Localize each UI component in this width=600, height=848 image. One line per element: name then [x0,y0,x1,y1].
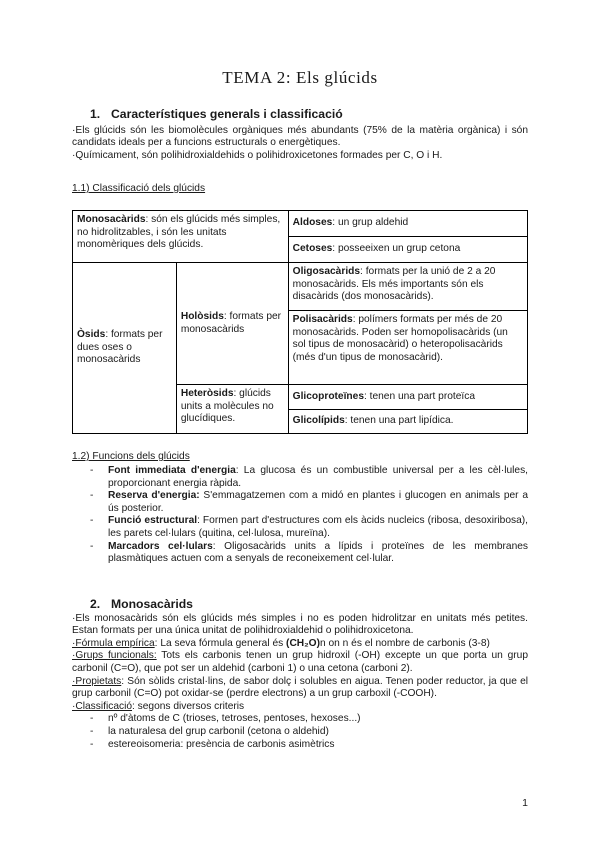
subsection-1-1-heading: 1.1) Classificació dels glúcids [72,183,206,194]
list-item: - la naturalesa del grup carbonil (cetona o aldehid) [90,725,329,737]
section-2 [72,598,528,751]
subsection-1-2-heading: 1.2) Funcions dels glúcids [72,451,190,462]
section-2-heading: 2. Monosacàrids [90,597,193,611]
section-1-heading: 1. Característiques generals i classificació [90,107,343,121]
section-1-paragraph-1: ·Els glúcids són les biomolècules orgàniques més abundants (75% de la matèria orgànica) i són candidats ideals per a funcions estructurals o energètiques. [72,124,528,149]
table-cell-oligosacarids: Oligosacàrids: formats per la unió de 2 a 20 monosacàrids. Els més importants són els disacàrids (dos monosacàrids). [288,263,527,311]
table-cell-cetoses: Cetoses: posseeixen un grup cetona [288,237,527,263]
functional-groups-paragraph: ·Grups funcionals: Tots els carbonis tenen un grup hidroxil (-OH) excepte un que porta un grup carbonil (C=O), que pot ser un aldehid (carboni 1) o una cetona (carboni 2). [72,650,528,674]
list-item: - estereoisomeria: presència de carbonis asimètrics [90,738,335,750]
table-cell-glicoproteines: Glicoproteïnes: tenen una part proteïca [288,385,527,410]
table-cell-aldoses: Aldoses: un grup aldehid [288,211,527,237]
section-2-paragraph-1: ·Els monosacàrids són els glúcids més simples i no es poden hidrolitzar en unitats més petites. Estan formats per una única unitat de polihidroxialdehid o polihidroxicetona. [72,612,528,637]
table-row [73,211,528,237]
table-cell-heterosids: Heteròsids: glúcids units a molècules no glucídiques. [176,385,288,434]
list-item: - Funció estructural: Formen part d'estructures com els àcids nucleics (ribosa, desoxiribosa), les parets cel·lulars (quitina, cel·lulosa, mureïna). [90,515,528,539]
functions-list [72,465,528,566]
criteria-list [72,713,528,751]
formula-line: ·Fórmula empírica: La seva fórmula general és (CH₂O)n on n és el nombre de carbonis (3-8) [72,637,490,649]
table-cell-osids: Òsids: formats per dues oses o monosacàrids [73,263,177,434]
table-cell-holosids: Holòsids: formats per monosacàrids [176,263,288,385]
classification-line: ·Classificació: segons diversos criteris [72,700,245,712]
list-item: - nº d'àtoms de C (trioses, tetroses, pentoses, hexoses...) [90,713,361,725]
section-1-paragraph-2: ·Químicament, són polihidroxialdehids o polihidroxicetones formades per C, O i H. [72,149,443,161]
table-cell-monosacarids: Monosacàrids: són els glúcids més simples, no hidrolitzables, i són les unitats monomèriques dels glúcids. [73,211,289,263]
classification-table [72,210,528,434]
table-row [73,263,528,311]
list-item: - Reserva d'energia: S'emmagatzemen com a midó en plantes i glucogen en animals per a ús posterior. [90,490,528,514]
properties-paragraph: ·Propietats: Són sòlids cristal·lins, de sabor dolç i solubles en aigua. Tenen poder reductor, ja que el grup carbonil (C=O) pot oxidar-se (perdre electrons) a un grup carboxil (-COOH). [72,675,528,700]
table-cell-polisacarids: Polisacàrids: polímers formats per més de 20 monosacàrids. Poden ser homopolisacàrids (un sol tipus de monosacàrid) o heteropolisacàrids (més d'un tipus de monosacàrid). [288,311,527,385]
list-item: - Font immediata d'energia: La glucosa és un combustible universal per a les cèl·lules, proporcionant energia ràpida. [90,465,528,489]
section-1 [72,108,528,162]
page-title: TEMA 2: Els glúcids [222,68,378,87]
list-item: - Marcadors cel·lulars: Oligosacàrids units a lípids i proteïnes de les membranes plasmàtiques actuen com a senyals de reconeixement cel·lular. [90,540,528,565]
table-cell-glicolipids: Glicolípids: tenen una part lipídica. [288,410,527,434]
page-number: 1 [522,797,528,809]
